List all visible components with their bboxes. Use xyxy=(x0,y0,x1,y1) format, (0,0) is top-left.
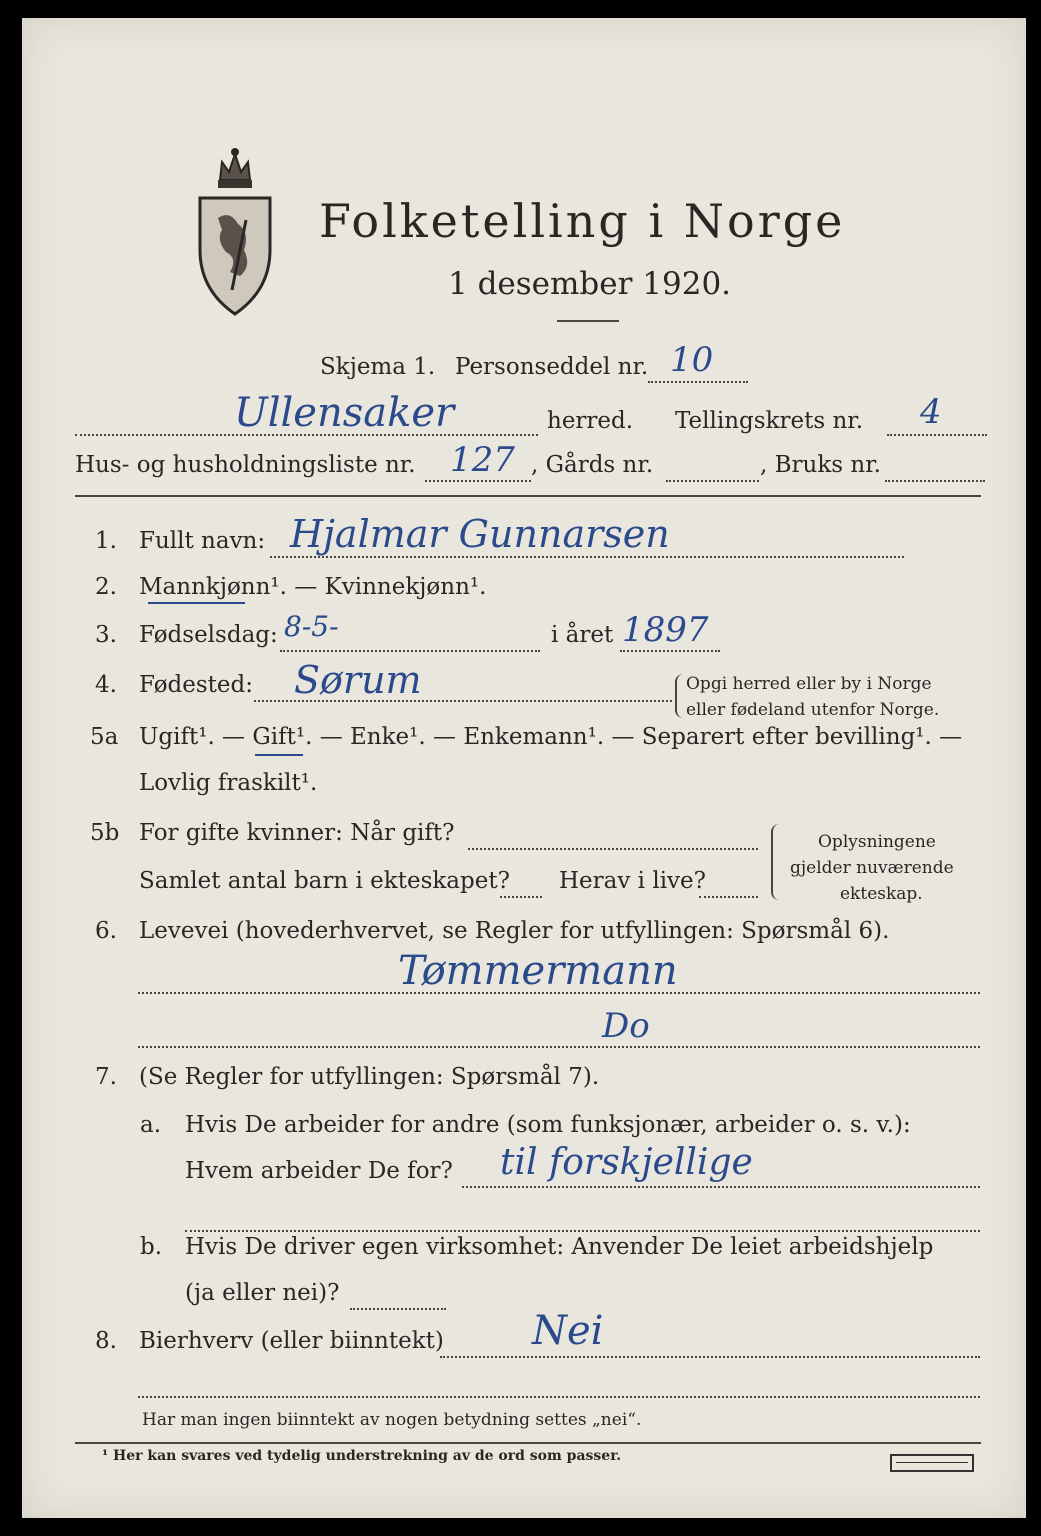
q6-value-1: Tømmermann xyxy=(398,948,678,994)
q2-underline-mannkjonn xyxy=(148,602,245,604)
q5b-children-line xyxy=(500,896,542,898)
q3-line xyxy=(280,650,540,652)
hus-value: 127 xyxy=(450,440,515,480)
q8-line-2 xyxy=(138,1396,980,1398)
q7a-line-2 xyxy=(185,1230,980,1232)
q5b-alive-line xyxy=(699,896,758,898)
q7a-letter: a. xyxy=(140,1112,162,1138)
census-date: 1 desember 1920. xyxy=(448,266,732,302)
q5b-number: 5b xyxy=(90,820,120,846)
q7b-line xyxy=(350,1308,446,1310)
q5b-note-1: Oplysningene xyxy=(818,832,936,852)
form-title: Folketelling i Norge xyxy=(319,194,846,248)
q7a-line-1 xyxy=(462,1186,980,1188)
q2-number: 2. xyxy=(95,574,117,600)
q4-brace xyxy=(675,674,685,718)
header-divider xyxy=(75,495,981,497)
tellingskrets-line xyxy=(887,434,987,436)
personseddel-value: 10 xyxy=(670,340,714,380)
q8-value: Nei xyxy=(532,1308,604,1354)
q7b-label-2: (ja eller nei)? xyxy=(185,1280,340,1306)
hus-label: Hus- og husholdningsliste nr. xyxy=(75,452,416,478)
q3-year-line xyxy=(620,650,720,652)
q7a-value: til forskjellige xyxy=(500,1142,753,1183)
q3-year-label: i året xyxy=(551,622,614,648)
q5b-brace xyxy=(771,824,783,900)
herred-value: Ullensaker xyxy=(234,390,455,436)
q5b-note-2: gjelder nuværende xyxy=(790,858,954,878)
q5a-underline-gift xyxy=(255,754,303,756)
hus-line xyxy=(425,480,531,482)
q5b-married-line xyxy=(468,848,758,850)
q5a-number: 5a xyxy=(90,724,119,750)
q1-label: Fullt navn: xyxy=(139,528,266,554)
q7a-label-2: Hvem arbeider De for? xyxy=(185,1158,453,1184)
q4-number: 4. xyxy=(95,672,117,698)
q2-label: Mannkjønn¹. — Kvinnekjønn¹. xyxy=(139,574,487,600)
q8-note: Har man ingen biinntekt av nogen betydning settes „nei“. xyxy=(142,1410,642,1430)
printer-stamp xyxy=(890,1454,974,1472)
q6-line-2 xyxy=(138,1046,980,1048)
footer-divider xyxy=(75,1442,981,1444)
q7b-label-1: Hvis De driver egen virksomhet: Anvender De leiet arbeidshjelp xyxy=(185,1234,934,1260)
q3-number: 3. xyxy=(95,622,117,648)
herred-label: herred. xyxy=(547,408,634,434)
q7a-label-1: Hvis De arbeider for andre (som funksjonær, arbeider o. s. v.): xyxy=(185,1112,911,1138)
q8-number: 8. xyxy=(95,1328,117,1354)
tellingskrets-label: Tellingskrets nr. xyxy=(675,408,864,434)
norwegian-coat-of-arms-icon xyxy=(192,140,278,320)
q8-label: Bierhverv (eller biinntekt) xyxy=(139,1328,444,1354)
q5b-note-3: ekteskap. xyxy=(840,884,923,904)
q6-number: 6. xyxy=(95,918,117,944)
q3-year-value: 1897 xyxy=(622,610,709,650)
q4-note-1: Opgi herred eller by i Norge xyxy=(686,674,932,694)
bruks-line xyxy=(885,480,985,482)
q4-value: Sørum xyxy=(294,658,422,702)
q3-label: Fødselsdag: xyxy=(139,622,278,648)
q1-value: Hjalmar Gunnarsen xyxy=(290,512,670,556)
q6-value-2: Do xyxy=(602,1006,650,1046)
gards-label: , Gårds nr. xyxy=(531,452,654,478)
footnote: ¹ Her kan svares ved tydelig understrekning av de ord som passer. xyxy=(102,1448,622,1464)
q5a-label-1: Ugift¹. — Gift¹. — Enke¹. — Enkemann¹. — Separert efter bevilling¹. — xyxy=(139,724,963,750)
q7-label: (Se Regler for utfyllingen: Spørsmål 7). xyxy=(139,1064,600,1090)
tellingskrets-value: 4 xyxy=(920,392,942,432)
q5b-label-1: For gifte kvinner: Når gift? xyxy=(139,820,455,846)
q5b-label-3: Herav i live? xyxy=(559,868,706,894)
q7b-letter: b. xyxy=(140,1234,163,1260)
q6-label: Levevei (hovederhvervet, se Regler for utfyllingen: Spørsmål 6). xyxy=(139,918,890,944)
q1-line xyxy=(270,556,904,558)
census-form xyxy=(22,18,1026,1518)
schema-label: Skjema 1. xyxy=(320,354,436,380)
q4-note-2: eller fødeland utenfor Norge. xyxy=(686,700,940,720)
gards-line xyxy=(666,480,759,482)
bruks-label: , Bruks nr. xyxy=(760,452,881,478)
q4-label: Fødested: xyxy=(139,672,254,698)
q7-number: 7. xyxy=(95,1064,117,1090)
q5a-label-2: Lovlig fraskilt¹. xyxy=(139,770,318,796)
q1-number: 1. xyxy=(95,528,117,554)
q3-value: 8-5- xyxy=(284,610,339,643)
personseddel-line xyxy=(648,381,748,383)
personseddel-label: Personseddel nr. xyxy=(455,354,649,380)
q8-line-1 xyxy=(440,1356,980,1358)
q5b-label-2: Samlet antal barn i ekteskapet? xyxy=(139,868,510,894)
title-rule xyxy=(557,320,619,322)
